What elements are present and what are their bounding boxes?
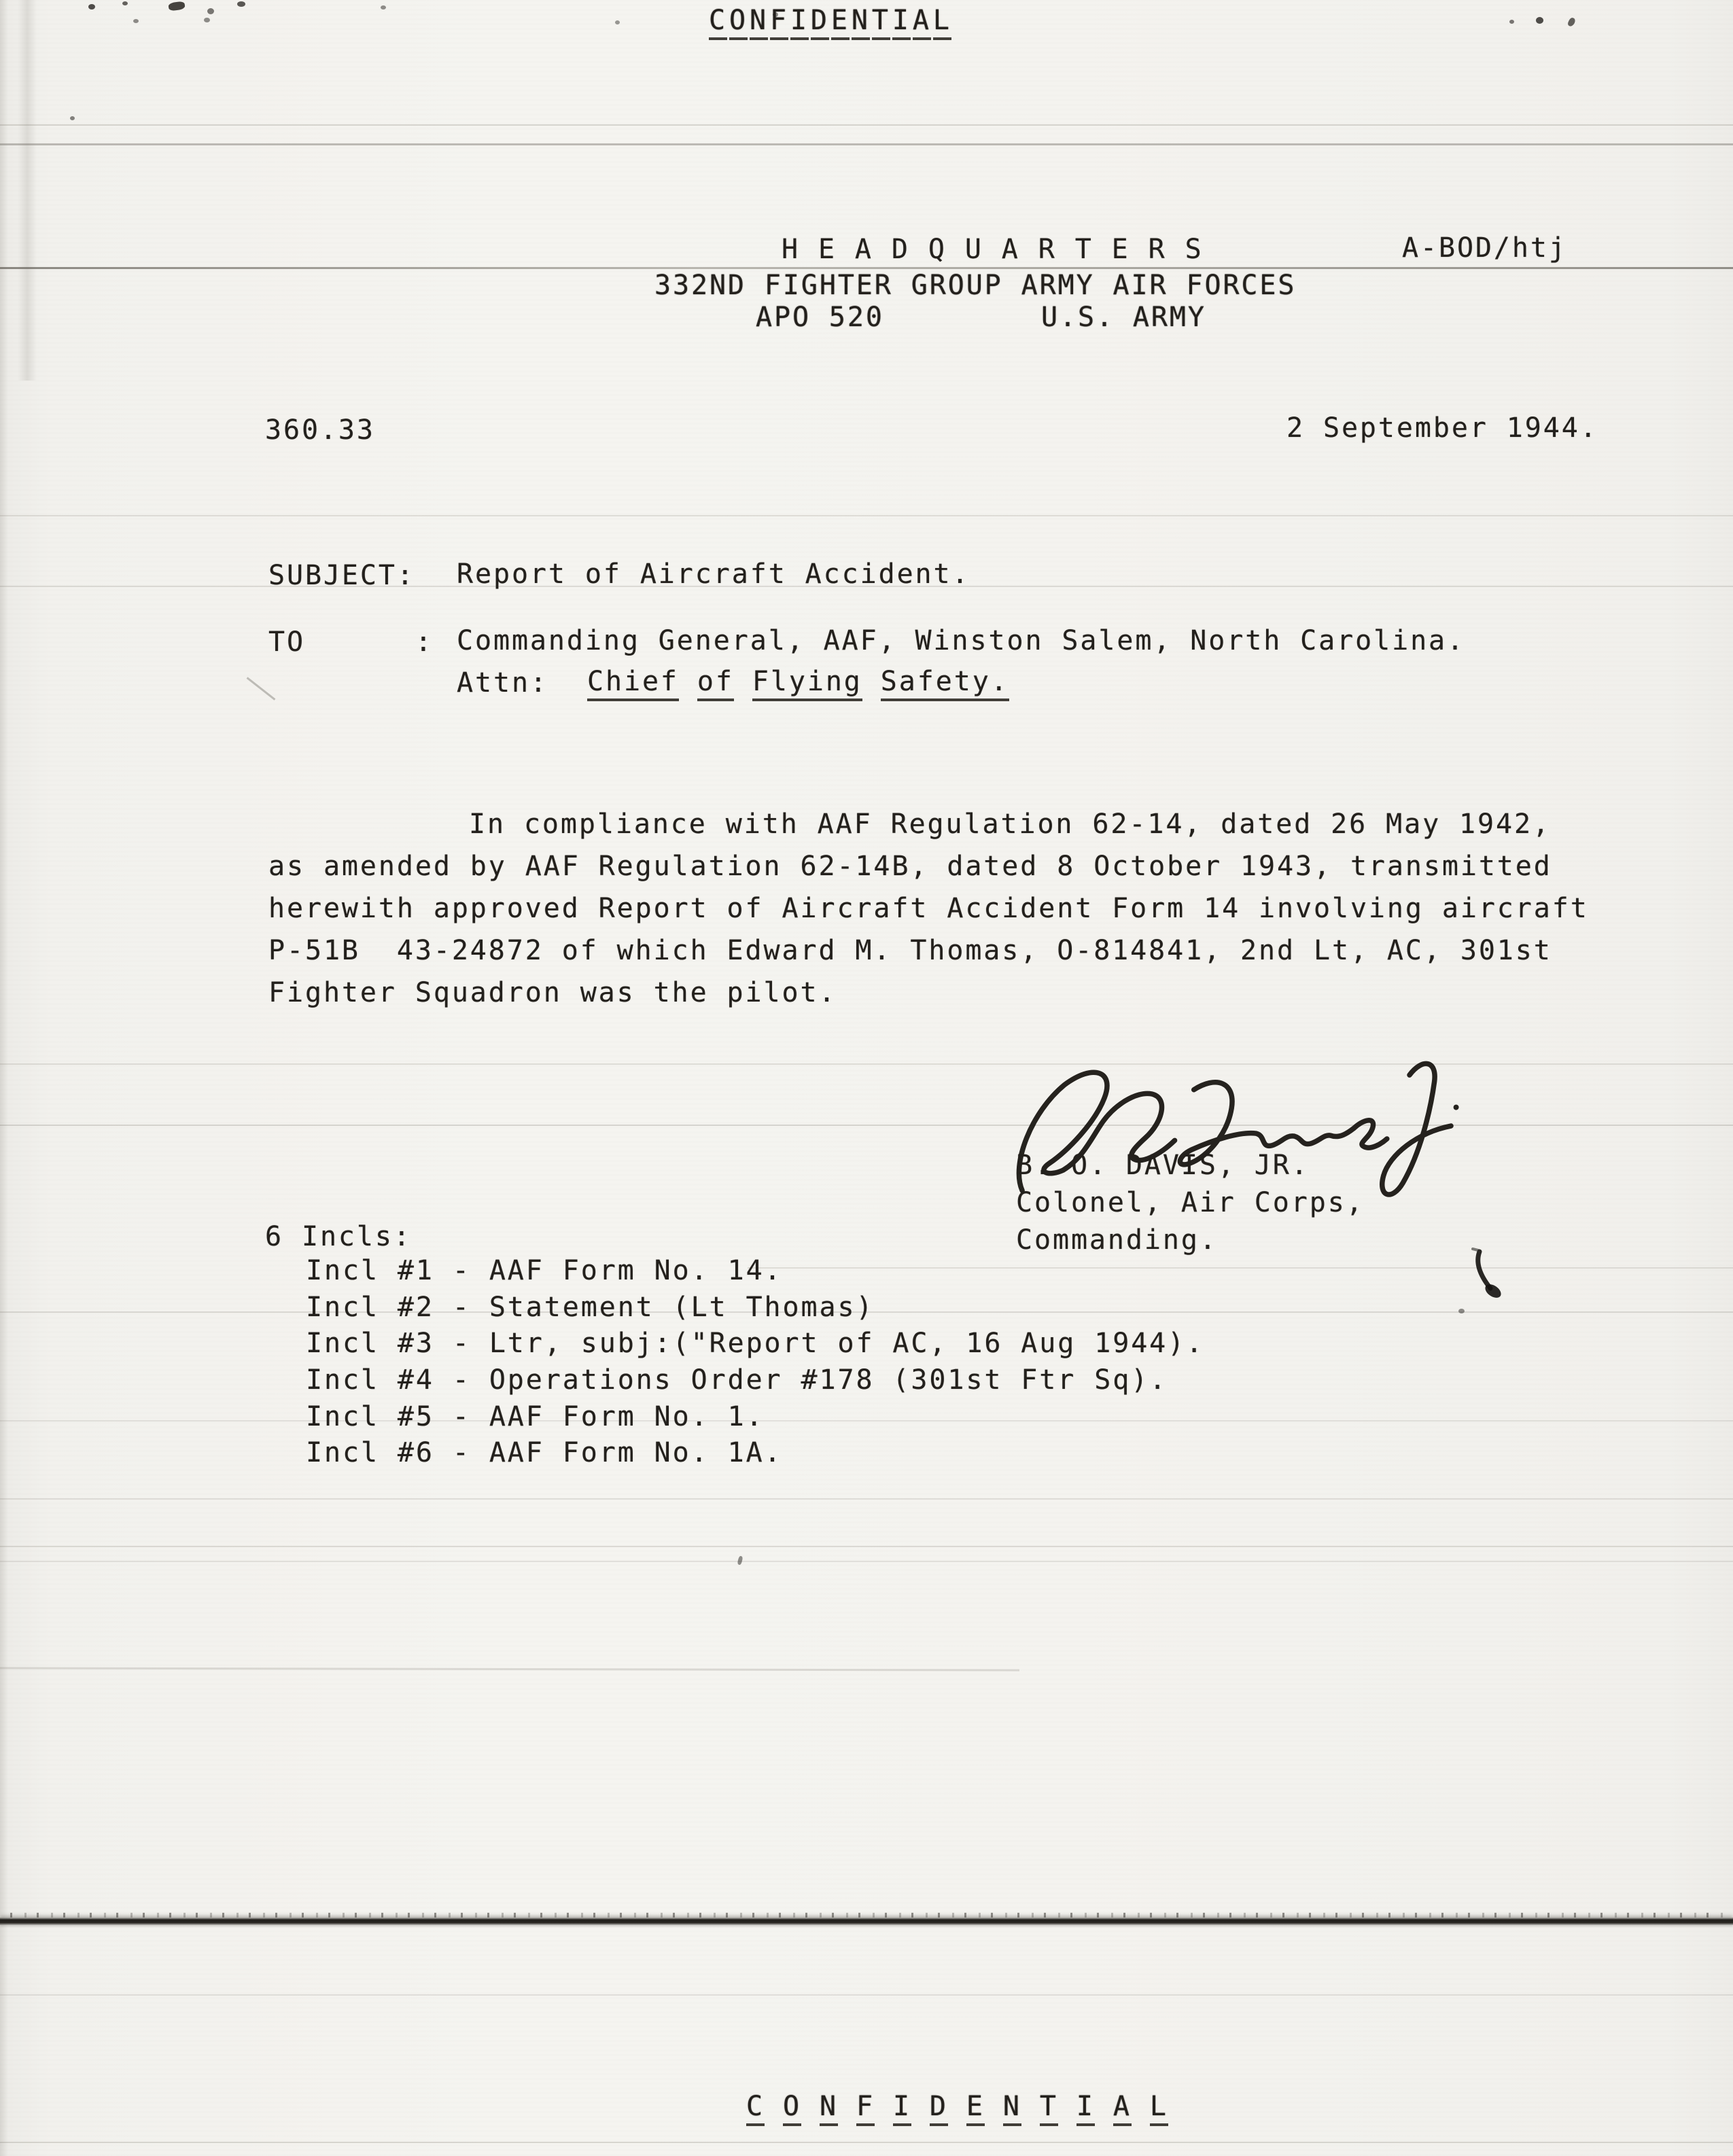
ink-speck: [1567, 17, 1577, 28]
ink-speck: [88, 4, 95, 10]
fold-line: [0, 267, 1733, 269]
apo-line: APO 520: [756, 302, 884, 333]
subject-value: Report of Aircraft Accident.: [457, 559, 970, 590]
fold-line: [0, 1667, 1019, 1671]
signer-name: B. O. DAVIS, JR.: [1016, 1150, 1310, 1181]
headquarters-line: H E A D Q U A R T E R S: [782, 234, 1204, 265]
scan-tear-band: [0, 1918, 1733, 1925]
ink-speck: [1458, 1309, 1465, 1313]
date-line: 2 September 1944.: [1286, 412, 1598, 444]
fold-line: [0, 1420, 1733, 1421]
army-line: U.S. ARMY: [1041, 302, 1206, 333]
file-number: 360.33: [265, 414, 375, 446]
body-line: as amended by AAF Regulation 62-14B, dated 8 October 1943, transmitted: [268, 851, 1552, 882]
attn-value: Chief of Flying Safety.: [587, 666, 1028, 701]
ink-speck: [1536, 17, 1543, 24]
fold-line: [0, 1498, 1733, 1500]
ink-speck: [204, 18, 210, 22]
fold-line: [0, 124, 1733, 126]
body-line: herewith approved Report of Aircraft Accident Form 14 involving aircraft: [268, 893, 1589, 924]
classification-bottom: C O N F I D E N T I A L: [746, 2091, 1187, 2126]
signer-role: Commanding.: [1016, 1224, 1218, 1256]
fold-line: [0, 1994, 1733, 1996]
left-edge-crease: [18, 0, 37, 381]
enclosure-item: Incl #2 - Statement (Lt Thomas): [306, 1292, 875, 1323]
body-line: In compliance with AAF Regulation 62-14, dated 26 May 1942,: [469, 809, 1551, 840]
ink-speck: [381, 5, 386, 10]
ink-speck: [615, 20, 620, 24]
fold-line: [0, 2142, 1733, 2143]
body-line: Fighter Squadron was the pilot.: [268, 977, 837, 1008]
ink-speck: [122, 1, 128, 5]
enclosure-item: Incl #4 - Operations Order #178 (301st Ftr Sq).: [306, 1364, 1168, 1396]
body-line: P-51B 43-24872 of which Edward M. Thomas, O-814841, 2nd Lt, AC, 301st: [268, 935, 1552, 966]
signer-title: Colonel, Air Corps,: [1016, 1187, 1365, 1218]
fold-line: [0, 1546, 1733, 1547]
enclosure-item: Incl #3 - Ltr, subj:("Report of AC, 16 Aug 1944).: [306, 1328, 1205, 1359]
pencil-mark: [247, 677, 276, 700]
fold-line: [0, 515, 1733, 516]
ink-speck: [168, 1, 185, 11]
enclosure-item: Incl #1 - AAF Form No. 14.: [306, 1255, 783, 1286]
to-value: Commanding General, AAF, Winston Salem, North Carolina.: [457, 625, 1466, 656]
to-label: TO :: [268, 626, 434, 658]
fold-line: [0, 143, 1733, 145]
attn-label: Attn:: [457, 667, 548, 699]
unit-line: 332ND FIGHTER GROUP ARMY AIR FORCES: [654, 270, 1297, 301]
ink-speck: [133, 19, 139, 23]
subject-label: SUBJECT:: [268, 560, 415, 591]
office-symbol: A-BOD/htj: [1402, 232, 1567, 264]
ink-speck: [70, 116, 75, 120]
enclosures-heading: 6 Incls:: [265, 1221, 412, 1252]
fold-line: [0, 1561, 1733, 1562]
enclosure-item: Incl #5 - AAF Form No. 1.: [306, 1401, 765, 1432]
ink-speck: [237, 1, 245, 7]
enclosure-item: Incl #6 - AAF Form No. 1A.: [306, 1437, 783, 1468]
classification-top: CONFIDENTIAL: [709, 5, 953, 40]
ink-speck: [207, 8, 214, 14]
ink-speck: [1509, 20, 1514, 24]
fold-line: [748, 1267, 1733, 1269]
ink-blot: [1470, 1248, 1524, 1309]
left-edge-crease: [0, 0, 8, 2156]
